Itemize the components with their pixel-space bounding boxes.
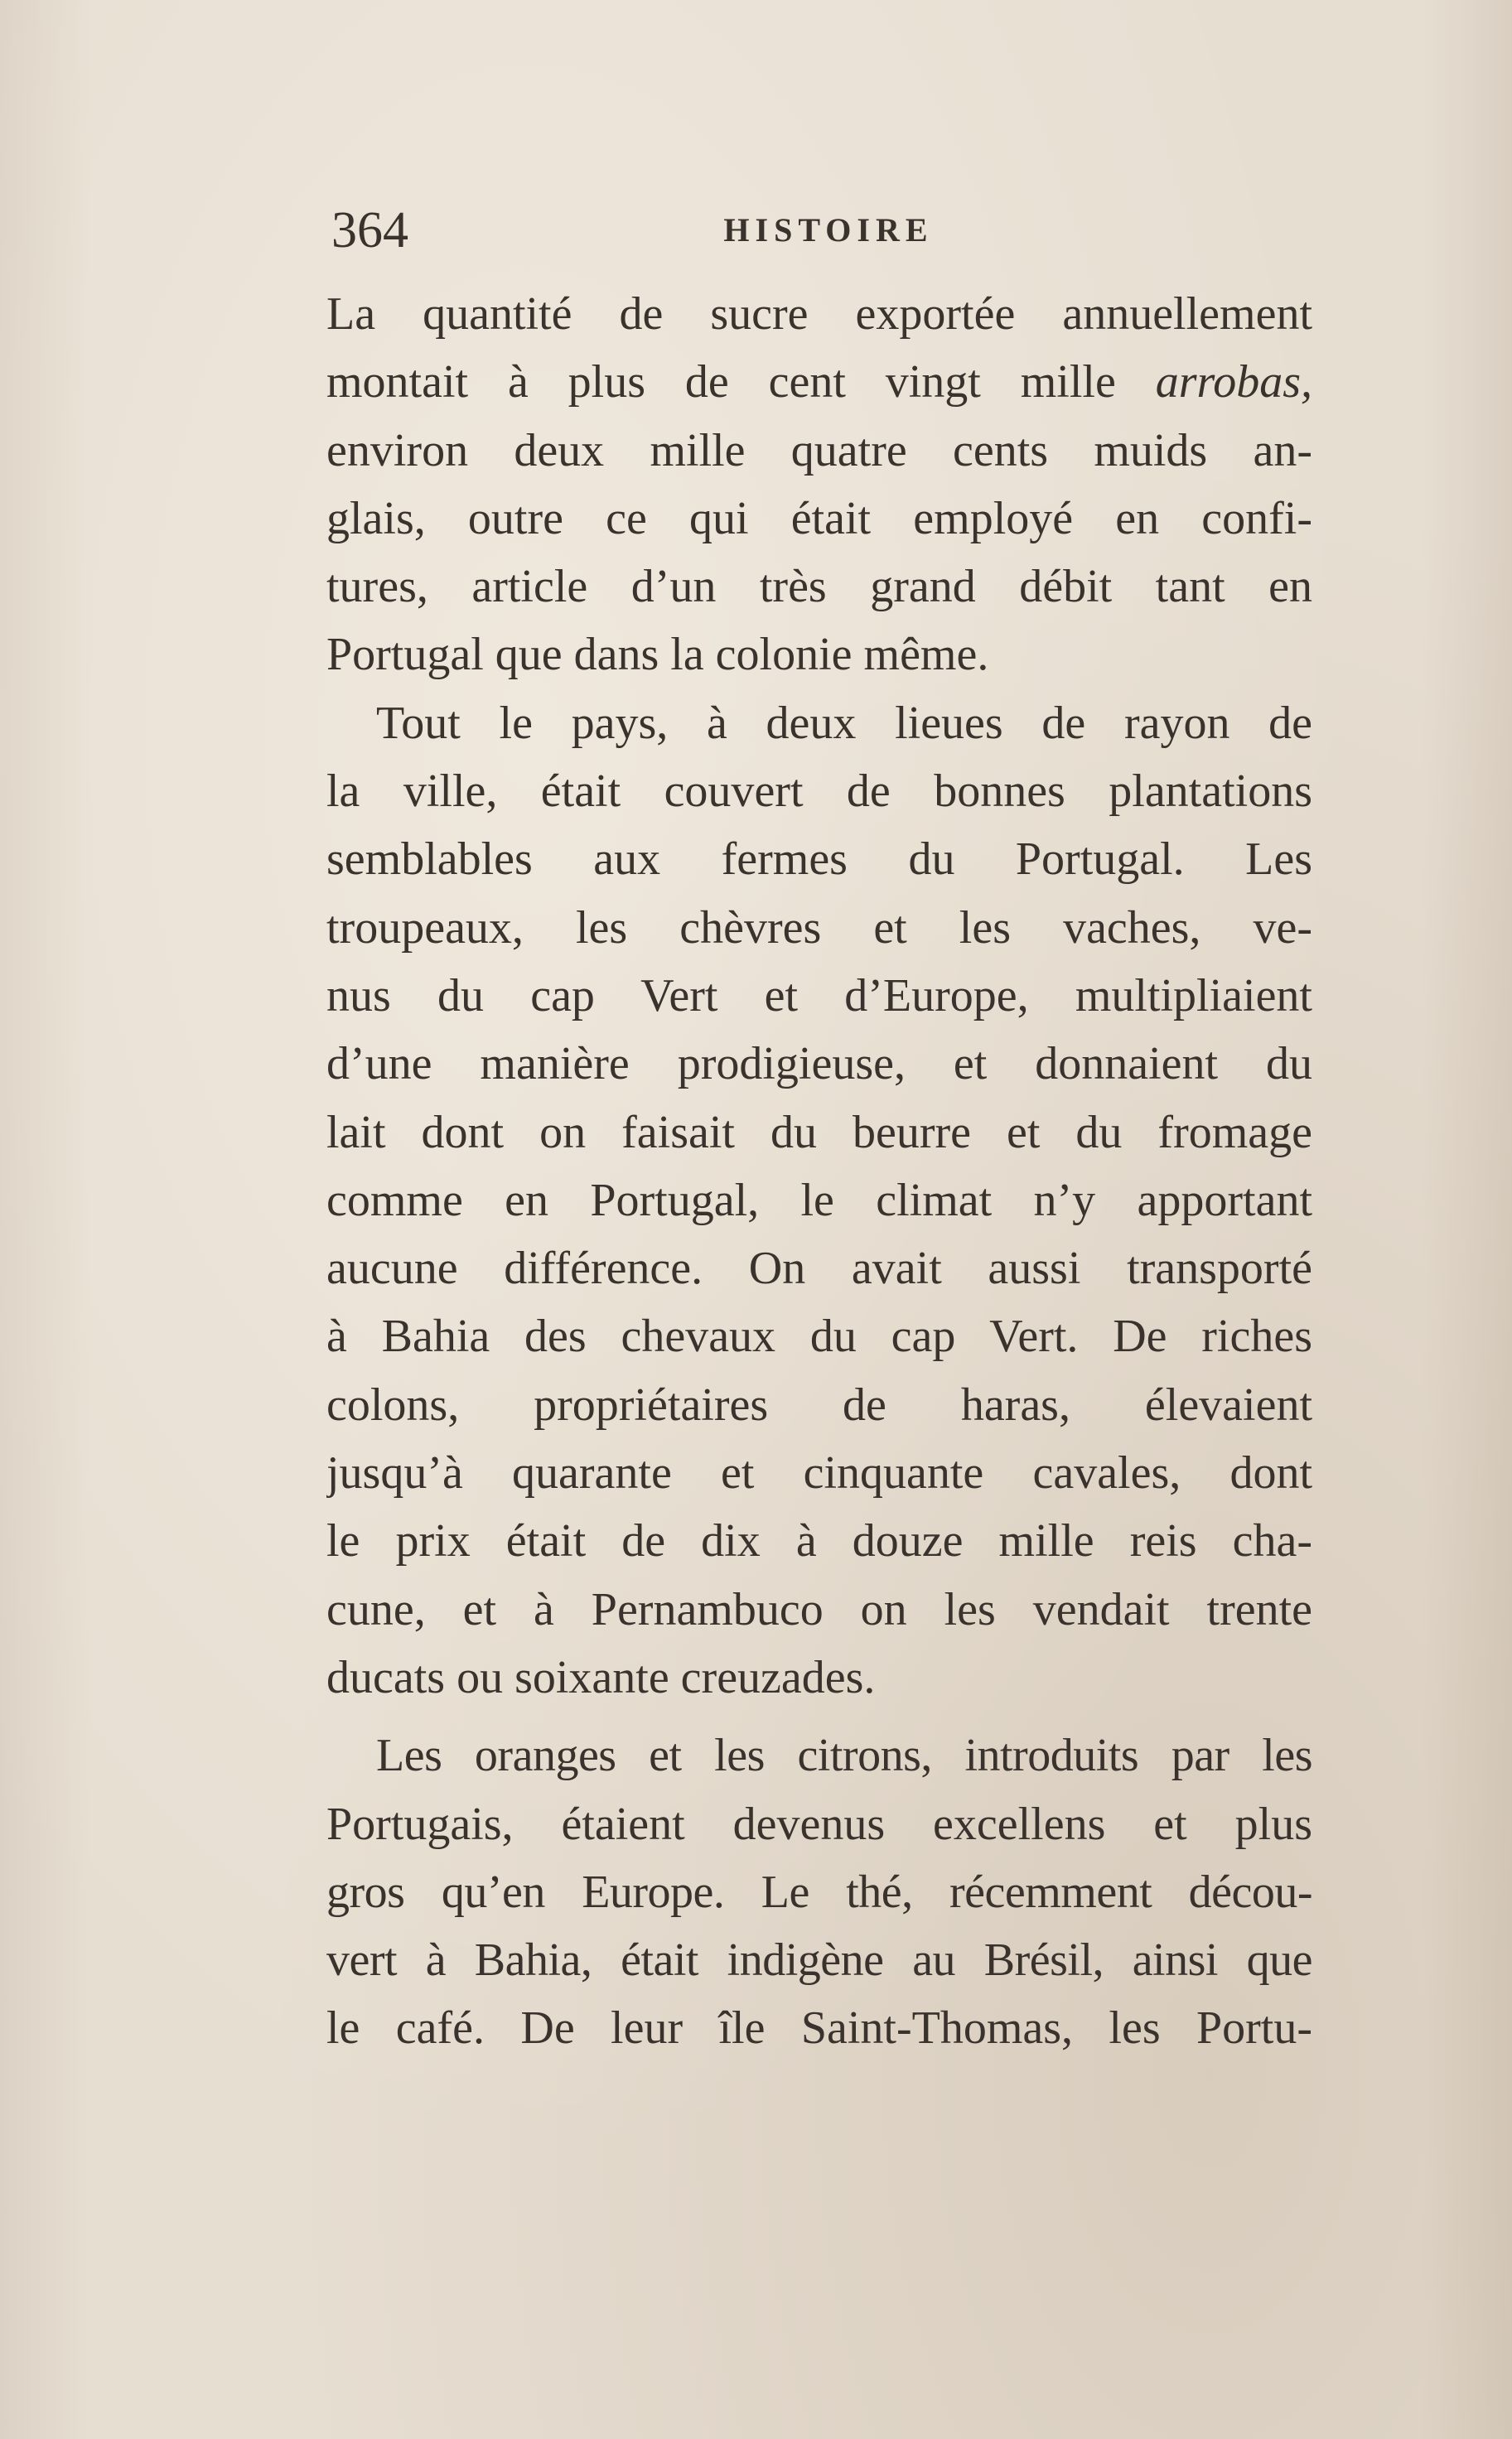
text-line: nus du cap Vert et d’Europe, multipliaient bbox=[326, 969, 1312, 1021]
text-line: tures, article d’un très grand débit tant en bbox=[326, 561, 1312, 613]
text-line: gros qu’en Europe. Le thé, récemment décou- bbox=[326, 1866, 1312, 1918]
paragraph-1 bbox=[326, 280, 1312, 689]
text-line: d’une manière prodigieuse, et donnaient du bbox=[326, 1038, 1312, 1090]
text-line: semblables aux fermes du Portugal. Les bbox=[326, 833, 1312, 886]
text-line: colons, propriétaires de haras, élevaient bbox=[326, 1379, 1312, 1431]
text-line: environ deux mille quatre cents muids an- bbox=[326, 424, 1312, 476]
text-line: jusqu’à quarante et cinquante cavales, dont bbox=[326, 1447, 1312, 1500]
text-line: vert à Bahia, était indigène au Brésil, ainsi que bbox=[326, 1934, 1312, 1987]
text-line: la ville, était couvert de bonnes plantations bbox=[326, 766, 1312, 818]
text-line: le café. De leur île Saint-Thomas, les Portu- bbox=[326, 2002, 1312, 2055]
text-line: le prix était de dix à douze mille reis cha- bbox=[326, 1515, 1312, 1567]
paragraph-2 bbox=[326, 689, 1312, 1712]
text-line: Les oranges et les citrons, introduits par les bbox=[376, 1730, 1312, 1782]
text-line-segment: montait à plus de cent vingt mille bbox=[326, 356, 1116, 408]
page-number: 364 bbox=[331, 202, 408, 258]
text-line: Portugal que dans la colonie même. bbox=[326, 629, 989, 681]
text-line: lait dont on faisait du beurre et du fromage bbox=[326, 1106, 1312, 1158]
text-line bbox=[326, 348, 1312, 416]
text-line: troupeaux, les chèvres et les vaches, ve- bbox=[326, 901, 1312, 954]
italic-term: arrobas, bbox=[1155, 356, 1312, 408]
text-line: comme en Portugal, le climat n’y apportant bbox=[326, 1174, 1312, 1226]
text-line: Portugais, étaient devenus excellens et plus bbox=[326, 1798, 1312, 1850]
body-text bbox=[326, 280, 1312, 2063]
running-title: HISTOIRE bbox=[723, 211, 934, 249]
text-line: aucune différence. On avait aussi transporté bbox=[326, 1243, 1312, 1295]
text-line: Tout le pays, à deux lieues de rayon de bbox=[376, 697, 1312, 749]
paragraph-spacer bbox=[326, 1712, 1312, 1722]
text-line: ducats ou soixante creuzades. bbox=[326, 1651, 876, 1703]
text-line: à Bahia des chevaux du cap Vert. De riches bbox=[326, 1311, 1312, 1363]
paragraph-3 bbox=[326, 1722, 1312, 2062]
text-line: glais, outre ce qui était employé en confi- bbox=[326, 492, 1312, 544]
page-header bbox=[331, 197, 1309, 263]
text-line: La quantité de sucre exportée annuellement bbox=[326, 288, 1312, 340]
text-line: cune, et à Pernambuco on les vendait trente bbox=[326, 1583, 1312, 1635]
